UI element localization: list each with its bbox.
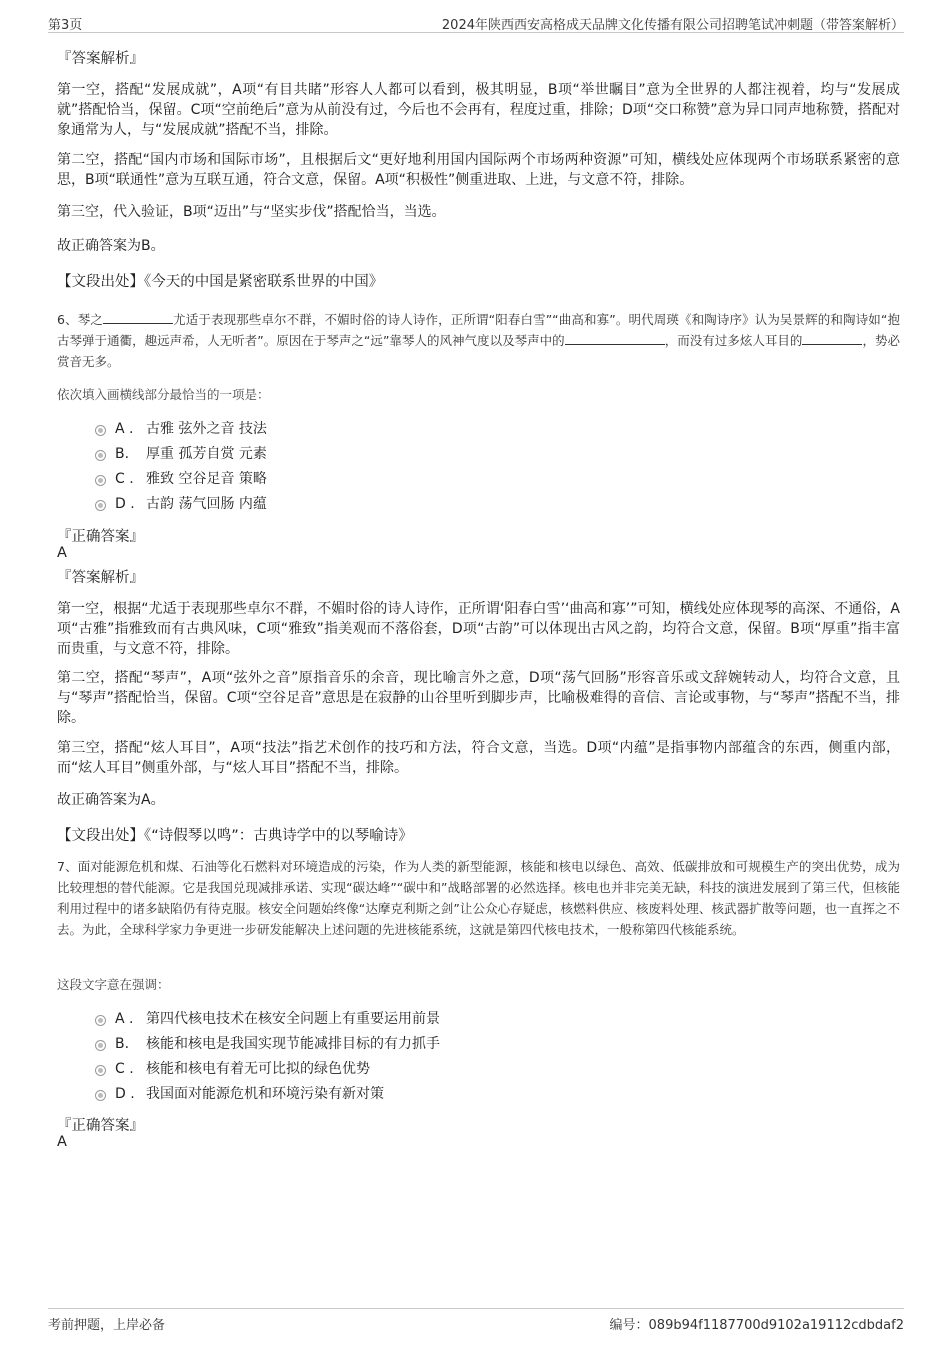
q7-option-a[interactable]: A . 第四代核电技术在核安全问题上有重要运用前景 bbox=[95, 1007, 440, 1032]
q7-option-d[interactable]: D . 我国面对能源危机和环境污染有新对策 bbox=[95, 1082, 440, 1107]
radio-icon[interactable] bbox=[95, 425, 106, 436]
q7-correct-label: 『正确答案』 bbox=[57, 1118, 144, 1134]
q6-lead: 依次填入画横线部分最恰当的一项是： bbox=[57, 387, 270, 402]
q5-analysis-p3: 第三空，代入验证，B项“迈出”与“坚实步伐”搭配恰当，当选。 bbox=[57, 204, 446, 220]
radio-icon[interactable] bbox=[95, 500, 106, 511]
q6-option-b[interactable]: B. 厚重 孤芳自赏 元素 bbox=[95, 442, 267, 467]
q6-analysis-p3: 第三空，搭配“炫人耳目”，A项“技法”指艺术创作的技巧和方法，符合文意，当选。D项“内蕴”是指事物内部蕴含的东西，侧重内部，而“炫人耳目”侧重外部，与“炫人耳目”搭配不当，排除。 bbox=[57, 740, 900, 776]
page-header bbox=[48, 12, 904, 33]
q6-stem: 6、琴之 尤适于表现那些卓尔不群，不媚时俗的诗人诗作，正所谓“阳春白雪”“曲高和寡”。明代周瑛《和陶诗序》认为吴景辉的和陶诗如“抱古琴弹于通衢，趣远声希，人无听者”。原因在于琴声之“远”靠琴人的风神气度以及琴声中的 ，而没有过多炫人耳目的 ，势必赏音无多。 bbox=[57, 312, 901, 369]
q5-analysis-p2: 第二空，搭配“国内市场和国际市场”，且根据后文“更好地利用国内国际两个市场两种资源”可知，横线处应体现两个市场联系紧密的意思，B项“联通性”意为互联互通，符合文意，保留。A项“积极性”侧重进取、上进，与文意不符，排除。 bbox=[57, 152, 900, 188]
q6-source: 【文段出处】《“诗假琴以鸣”：古典诗学中的以琴喻诗》 bbox=[57, 828, 413, 844]
q6-answer: A bbox=[57, 545, 67, 561]
q7-answer: A bbox=[57, 1134, 67, 1150]
radio-icon[interactable] bbox=[95, 1015, 106, 1026]
q6-blank-3 bbox=[802, 332, 862, 345]
q6-option-d[interactable]: D . 古韵 荡气回肠 内蕴 bbox=[95, 492, 267, 517]
radio-icon[interactable] bbox=[95, 1090, 106, 1101]
q6-analysis-label: 『答案解析』 bbox=[57, 570, 144, 586]
page-footer bbox=[48, 1308, 904, 1331]
q6-options bbox=[95, 417, 267, 517]
radio-icon[interactable] bbox=[95, 475, 106, 486]
q6-analysis-p2: 第二空，搭配“琴声”，A项“弦外之音”原指音乐的余音，现比喻言外之意，D项“荡气回肠”形容音乐或文辞婉转动人，均符合文意，且与“琴声”搭配恰当，保留。C项“空谷足音”意思是在寂静的山谷里听到脚步声，比喻极难得的音信、言论或事物，与“琴声”搭配不当，排除。 bbox=[57, 670, 900, 726]
q5-analysis-p1: 第一空，搭配“发展成就”，A项“有目共睹”形容人人都可以看到，极其明显，B项“举世瞩目”意为全世界的人都注视着，均与“发展成就”搭配恰当，保留。C项“空前绝后”意为从前没有过，今后也不会再有，程度过重，排除；D项“交口称赞”意为异口同声地称赞，搭配对象通常为人，与“发展成就”搭配不当，排除。 bbox=[57, 82, 900, 138]
q7-option-c[interactable]: C . 核能和核电有着无可比拟的绿色优势 bbox=[95, 1057, 440, 1082]
q5-analysis-label: 『答案解析』 bbox=[57, 51, 144, 67]
q6-option-a[interactable]: A . 古雅 弦外之音 技法 bbox=[95, 417, 267, 442]
page-number: 第3页 bbox=[48, 18, 83, 33]
q6-analysis-p4: 故正确答案为A。 bbox=[57, 792, 165, 808]
q6-analysis-p1: 第一空，根据“尤适于表现那些卓尔不群，不媚时俗的诗人诗作，正所谓‘阳春白雪’‘曲高和寡’”可知，横线处应体现琴的高深、不通俗，A项“古雅”指雅致而有古典风味，C项“雅致”指美观而不落俗套，D项“古韵”可以体现出古风之韵，均符合文意，保留。B项“厚重”指丰富而贵重，与文意不符，排除。 bbox=[57, 601, 900, 657]
q5-source: 【文段出处】《今天的中国是紧密联系世界的中国》 bbox=[57, 274, 384, 290]
q7-option-b[interactable]: B. 核能和核电是我国实现节能减排目标的有力抓手 bbox=[95, 1032, 440, 1057]
radio-icon[interactable] bbox=[95, 1040, 106, 1051]
document-title: 2024年陕西西安高格成天品牌文化传播有限公司招聘笔试冲刺题（带答案解析） bbox=[441, 18, 904, 33]
radio-icon[interactable] bbox=[95, 450, 106, 461]
q7-options bbox=[95, 1007, 440, 1107]
footer-slogan: 考前押题，上岸必备 bbox=[48, 1318, 166, 1333]
q7-stem: 7、面对能源危机和煤、石油等化石燃料对环境造成的污染，作为人类的新型能源，核能和核电以绿色、高效、低碳排放和可规模生产的突出优势，成为比较理想的替代能源。它是我国兑现减排承诺、实现“碳达峰”“碳中和”战略部署的必然选择。核电也并非完美无缺，科技的演进发展到了第三代，但核能利用过程中的诸多缺陷仍有待克服。核安全问题始终像“达摩克利斯之剑”让公众心存疑虑，核燃料供应、核废料处理、核武器扩散等问题，也一直挥之不去。为此，全球科学家力争更进一步研发能解决上述问题的先进核能系统，这就是第四代核电技术，一般称第四代核能系统。 bbox=[57, 859, 900, 937]
q6-blank-2 bbox=[565, 332, 665, 345]
document-id: 编号：089b94f1187700d9102a19112cdbdaf2 bbox=[609, 1318, 904, 1333]
q6-option-c[interactable]: C . 雅致 空谷足音 策略 bbox=[95, 467, 267, 492]
q7-lead: 这段文字意在强调： bbox=[57, 977, 170, 992]
q5-analysis-p4: 故正确答案为B。 bbox=[57, 238, 165, 254]
q6-correct-label: 『正确答案』 bbox=[57, 529, 144, 545]
radio-icon[interactable] bbox=[95, 1065, 106, 1076]
q6-blank-1 bbox=[103, 311, 173, 324]
